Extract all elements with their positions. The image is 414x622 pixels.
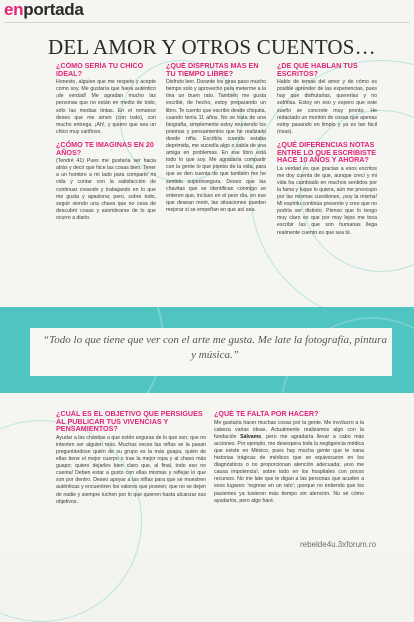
question: ¿QUÉ DIFERENCIAS NOTAS ENTRE LO QUE ESCRIBISTE HACE 10 AÑOS Y AHORA? — [277, 139, 377, 165]
answer: Ayudar a las chavitas a que estén seguras de lo que son; que no intenten ser alguien más. Muchas veces las niñas se la pasan preguntándose quién de su grupo es la más guapa, quién de ellas tiene el mejor cuerpo o trae la mejor ropa y al chavo más guapo; quiero dejarles bien claro que, al final, todo eso no cuenta! Deben estar a gusto con ellas mismas y reflejar lo que son por dentro. Deseo apoyar a las niñas para que se muestren auténticas y encuentren los valores que poseen; que no se dejen de nadie y siempre luchen por lo que quieren hasta alcanzar sus objetivos. — [56, 434, 206, 505]
answer: (Tendré 41) Pues me gustaría ver hacia atrás y decir que hice las cosas bien. Tener a un hombre a mi lado para compartir mi vida y contar con la satisfacción de continuar creando y trabajando en lo que me gusta y apasiona; pero, sobre todo, seguir siendo una chava que no cesa de descubrir cosas y asombrarse de lo que ocurre a diario. — [56, 158, 156, 221]
column-5 — [214, 410, 364, 536]
answer: Disfruto leer. Durante los giras paso mucho tiempo solo y aprovecho para meterme a la tina un buen rato. También me gusta escribir, de hecho, estoy preparando un libro. Te cuento que escribo desde chiquita, cuando tenía 11 años. No se trata de una biografía, simplemente estoy reuniendo los poemas y pensamientos que he realizado desde niña. Escribía cuando estaba deprimida, me sucedía algo o sabía de una amiga en problemas. En ese libro está todo lo que soy. Me agradaría compartir con la gente lo que pienso de la vida, para que se den cuenta de que también me he sentido superinsegura. Deseo que las chavitas que se identifican conmigo se enteren que, incluso en el peor día, en ese que desean morir, las situaciones pueden mejorar si se empeñan en que así sea. — [166, 79, 266, 213]
question: ¿DE QUÉ HABLAN TUS ESCRITOS? — [277, 62, 358, 78]
page-header — [0, 0, 414, 22]
answer: La verdad es que gracias a esos escritos me doy cuenta de que, aunque crecí y mi vida ha cambiado en muchos sentidos por la fama y luque lo quiera, aún me preocupo por las mismas cuestiones, ¡soy la misma! Mi espíritu continúa presente y creo que no podría ser distinto. Pienso que lo tengo muy claro es que por muy lejos me toca escribir las que son humanas llega realmente cuento es que sea tú. — [277, 165, 377, 236]
header-divider — [4, 22, 410, 23]
answer: Honesto, alguien que me respete y acepte como soy. Me gustaría que fuera auténtico ¡de verdad! Me agradan mucho las personas que no están en medio de todo, sólo las medias tintas. En el romance deseo que me amen (con todo), con mucho entrega. ¡Ah!, y quiero que sea un chico muy cariñoso. — [56, 79, 156, 135]
column-1 — [56, 62, 156, 302]
answer-text: Me gustaría hacer muchas cosas por la gente. Me involucro a la cabeza varias ideas. Actualmente realizamos algo con la fundación — [214, 419, 364, 440]
source-watermark: rebelde4u.3xforum.ro — [300, 540, 377, 549]
question: ¿CÓMO TE IMAGINAS EN 20 AÑOS? — [56, 139, 154, 157]
section-title — [4, 0, 84, 20]
column-2 — [166, 62, 266, 302]
column-4 — [56, 410, 206, 528]
answer: Hablo de temas del amor y de cómo es posible aprender de las experiencias, pues hay que disfrutarlas, quererlas y no sufrirlas. Estoy en eso y espero que este sueño se concrete muy pronto. He redactado un montón de cosas que apenas estoy pasando en limpio y ya es tan fácil (risas). — [277, 79, 377, 135]
pull-quote: “Todo lo que tiene que ver con el arte me gusta. Me late la fotografía, pintura y música.” — [43, 334, 387, 361]
question: ¿QUÉ DISFRUTAS MÁS EN TU TIEMPO LIBRE? — [166, 62, 259, 78]
foundation-name: Sálvame — [240, 433, 262, 440]
question: ¿QUÉ TE FALTA POR HACER? — [214, 410, 319, 418]
section-name: portada — [23, 0, 84, 19]
question: ¿CUÁL ES EL OBJETIVO QUE PERSIGUES AL PUBLICAR TUS VIVENCIAS Y PENSAMIENTOS? — [56, 410, 203, 434]
article-title: DEL AMOR Y OTROS CUENTOS… — [48, 35, 376, 59]
section-prefix: en — [4, 0, 24, 19]
question: ¿CÓMO SERÍA TU CHICO IDEAL? — [56, 62, 144, 78]
answer — [214, 420, 364, 505]
column-3 — [277, 62, 377, 302]
answer-text: , pero me agradaría llevar a cabo más acciones. Por ejemplo, me desespera toda la negligencia médica que existe en México, pues hay mucha gente que te nana historias trágicas de médicos que se equivocaron en los diagnósticos o no proporcionan atención adecuada; ¡eso me causa impotencia!, sobre todo en los hospitales con pocos recursos. No me late que le digan a las personas que acuden a esos lugares: 'regrese en un rato'; ¡porque no entiendo que los pacientes ya tuvieron más tiempo sin atención. No sé cómo ayudarlos, pero algo haré. — [214, 433, 364, 504]
